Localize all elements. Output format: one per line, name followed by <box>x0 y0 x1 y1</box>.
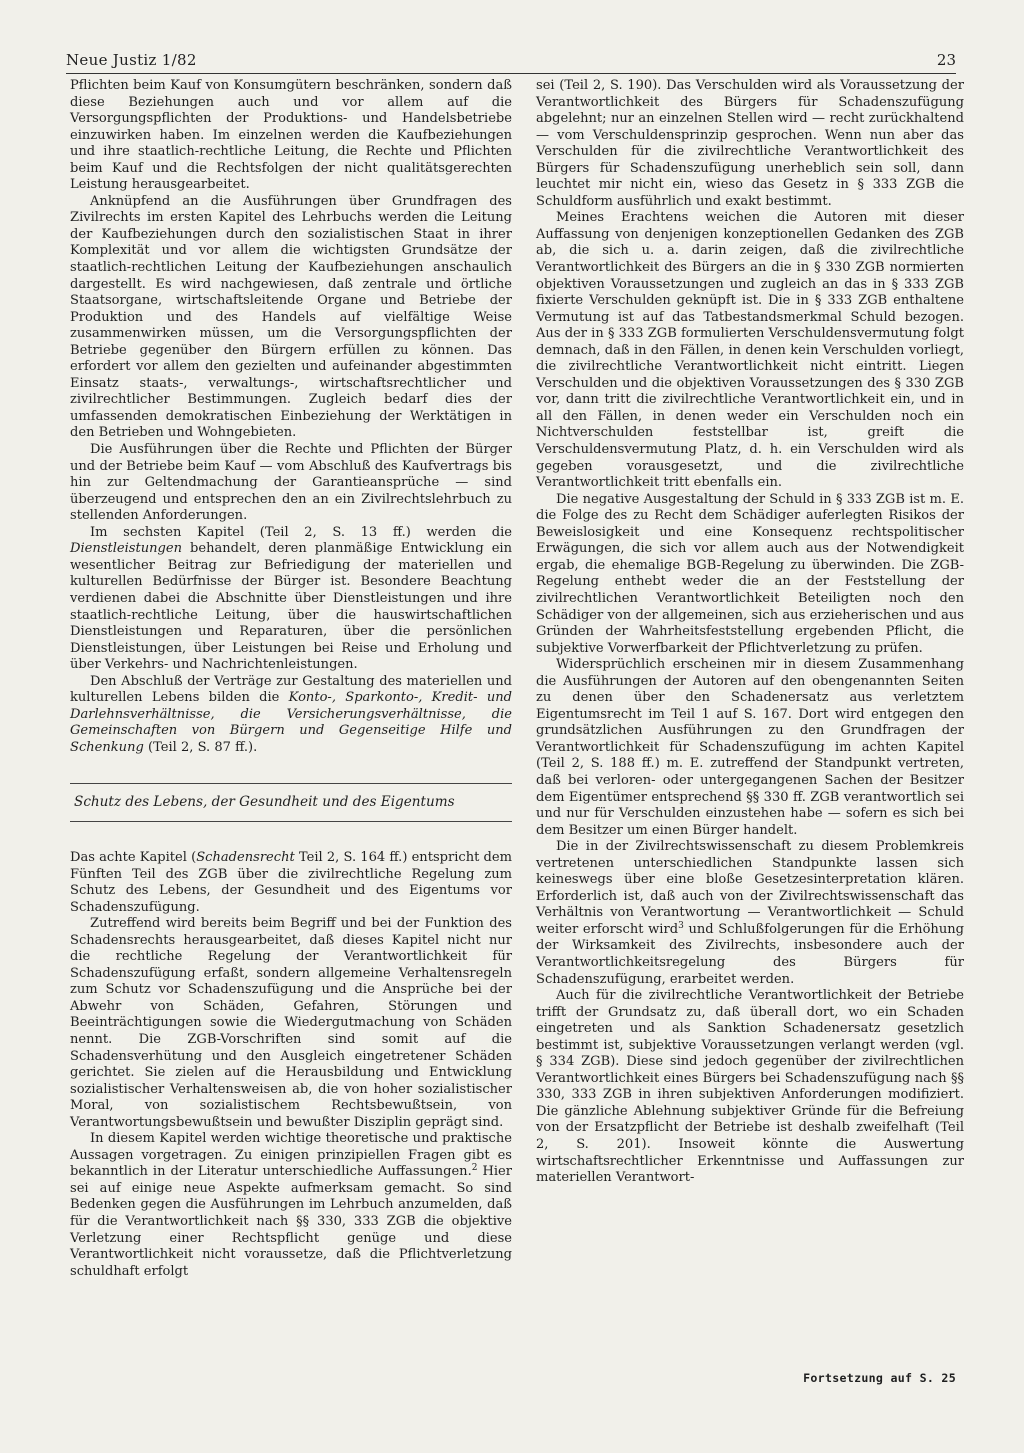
paragraph: Widersprüchlich erscheinen mir in diesem Zusammenhang die Ausführungen der Autoren auf den obengenannten Seiten zu denen über den Schadenersatz aus verletztem Eigentumsrecht im Teil 1 auf S. 167. Dort wird entgegen den grundsätzlichen Ausführungen zu den Grundfragen der Verantwortlichkeit für Schadenszufügung im achten Kapitel (Teil 2, S. 188 ff.) m. E. zutreffend der Standpunkt vertreten, daß bei verloren- oder untergegangenen Sachen der Besitzer dem Eigentümer entsprechend §§ 330 ff. ZGB verantwortlich sei und nur für Verschulden einzustehen habe — sofern es sich bei dem Besitzer um einen Bürger handelt. <box>536 657 964 838</box>
text-run: Hier sei auf einige neue Aspekte aufmerksam gemacht. So sind Bedenken gegen die Ausführungen im Lehrbuch anzumelden, daß für die Verantwortlichkeit nach §§ 330, 333 ZGB die objektive Verletzung einer Rechtspflicht genüge und diese Verantwortlichkeit nicht voraussetze, daß die Pflichtverletzung schuldhaft erfolgt <box>70 1164 513 1279</box>
paragraph: Die negative Ausgestaltung der Schuld in § 333 ZGB ist m. E. die Folge des zu Recht dem Schädiger auferlegten Risikos der Beweislosigkeit und eine Konsequenz rechtspolitischer Erwägungen, die sich vor allem auch aus der Notwendigkeit ergab, die ehemalige BGB-Regelung zu überwinden. Die ZGB-Regelung enthebt weder die an der Feststellung der zivilrechtlichen Verantwortlichkeit Beteiligten noch den Schädiger von der allgemeinen, sich aus erzieherischen und aus Gründen der Wahrheitsfeststellung ergebenden Pflicht, die subjektive Vorwerfbarkeit der Pflichtverletzung zu prüfen. <box>536 491 964 656</box>
right-column <box>536 78 964 1187</box>
paragraph: Zutreffend wird bereits beim Begriff und bei der Funktion des Schadensrechts herausgearbeitet, daß dieses Kapitel nicht nur die rechtliche Regelung der Verantwortlichkeit für Schadenszufügung erfaßt, sondern allgemeine Verhaltensregeln zum Schutz vor Schadenszufügung und die Ansprüche bei der Abwehr von Schäden, Gefahren, Störungen und Beeinträchtigungen sowie die Wiedergutmachung von Schäden nennt. Die ZGB-Vorschriften sind somit auf die Schadensverhütung und den Ausgleich eingetretener Schäden gerichtet. Sie zielen auf die Herausbildung und Entwicklung sozialistischer Verhaltensweisen ab, die von hoher sozialistischer Moral, von sozialistischem Rechtsbewußtsein, von Verantwortungsbewußtsein und bewußter Disziplin geprägt sind. <box>70 916 512 1130</box>
page-header <box>66 51 956 73</box>
paragraph <box>70 850 512 916</box>
footnote-ref: 3 <box>678 920 684 931</box>
text-run: behandelt, deren planmäßige Entwicklung ein wesentlicher Beitrag zur Befriedigung der materiellen und kulturellen Bedürfnisse der Bürger ist. Besondere Beachtung verdienen dabei die Abschnitte über Dienstleistungen und ihre staatlich-rechtliche Leitung, über die hauswirtschaftlichen Dienstleistungen und Reparaturen, über die persönlichen Dienstleistungen, über Leistungen bei Reise und Erholung und über Verkehrs- und Nachrichtenleistungen. <box>70 541 512 673</box>
text-run: (Teil 2, S. 87 ff.). <box>143 739 258 755</box>
text-run: Im sechsten Kapitel (Teil 2, S. 13 ff.) werden die <box>90 524 512 540</box>
italic-term: Dienstleistungen <box>70 541 182 557</box>
text-run: In diesem Kapitel werden wichtige theoretische und praktische Aussagen vorgetragen. Zu einigen prinzipiellen Fragen gibt es bekanntlich in der Literatur unterschiedliche Auffassungen. <box>70 1131 512 1180</box>
italic-term: Konto-, Sparkonto-, Kredit- und Darlehnsverhältnisse, die Versicherungsverhältnisse, die Gemeinschaften von Bürgern und Gegenseitige Hilfe und Schenkung <box>70 690 512 755</box>
section-heading: Schutz des Lebens, der Gesundheit und des Eigentums <box>70 783 512 822</box>
left-column <box>70 78 512 1280</box>
text-run: Teil 2, S. 164 ff.) entspricht dem Fünften Teil des ZGB über die zivilrechtliche Regelung zum Schutz des Lebens, der Gesundheit und des Eigentums vor Schadenszufügung. <box>70 849 512 915</box>
header-rule <box>66 73 956 74</box>
italic-term: Schadensrecht <box>196 849 295 865</box>
paragraph: Die Ausführungen über die Rechte und Pflichten der Bürger und der Betriebe beim Kauf — vom Abschluß des Kaufvertrags bis hin zur Geltendmachung der Garantieansprüche — sind überzeugend und entsprechen den an ein Zivilrechtslehrbuch zu stellenden Anforderungen. <box>70 442 512 524</box>
footnote-ref: 2 <box>471 1163 478 1174</box>
text-run: Den Abschluß der Verträge zur Gestaltung des materiellen und kulturellen Lebens bilden die <box>70 673 512 706</box>
paragraph <box>70 674 512 757</box>
continuation-note: Fortsetzung auf S. 25 <box>803 1371 956 1385</box>
paragraph: Auch für die zivilrechtliche Verantwortlichkeit der Betriebe trifft der Grundsatz zu, daß überall dort, wo ein Schaden eingetreten und als Sanktion Schadenersatz gesetzlich bestimmt ist, subjektive Voraussetzungen verlangt werden (vgl. § 334 ZGB). Diese sind jedoch gegenüber der zivilrechtlichen Verantwortlichkeit eines Bürgers bei Schadenszufügung nach §§ 330, 333 ZGB in ihren subjektiven Anforderungen modifiziert. Die gänzliche Ablehnung subjektiver Gründe für die Befreiung von der Ersatzpflicht der Betriebe ist deshalb zweifelhaft (Teil 2, S. 201). Insoweit könnte die Auswertung wirtschaftsrechtlicher Erkenntnisse und Auffassungen zur materiellen Verantwort- <box>536 988 964 1186</box>
paragraph: Anknüpfend an die Ausführungen über Grundfragen des Zivilrechts im ersten Kapitel des Lehrbuchs werden die Leitung der Kaufbeziehungen durch den sozialistischen Staat in ihrer Komplexität und vor allem die wichtigsten Grundsätze der staatlich-rechtlichen Leitung der Kaufbeziehungen anschaulich dargestellt. Es wird nachgewiesen, daß zentrale und örtliche Staatsorgane, wirtschaftsleitende Organe und Betriebe der Produktion und des Handels auf vielfältige Weise zusammenwirken müssen, um die Versorgungspflichten der Betriebe gegenüber den Bürgern erfüllen zu können. Das erfordert vor allem den gezielten und aufeinander abgestimmten Einsatz staats-, verwaltungs-, wirtschaftsrechtlicher und zivilrechtlicher Bestimmungen. Zugleich bedarf dies der umfassenden demokratischen Einbeziehung der Werktätigen in den Betrieben und Wohngebieten. <box>70 193 512 441</box>
page-number: 23 <box>936 51 956 69</box>
journal-title: Neue Justiz 1/82 <box>66 51 197 69</box>
paragraph: Meines Erachtens weichen die Autoren mit dieser Auffassung von denjenigen konzeptionellen Gedanken des ZGB ab, die sich u. a. darin zeigen, daß die zivilrechtliche Verantwortlichkeit des Bürgers an die in § 330 ZGB normierten objektiven Voraussetzungen und zugleich an das in § 333 ZGB fixierte Verschulden geknüpft ist. Die in § 333 ZGB enthaltene Vermutung ist auf das Tatbestandsmerkmal Schuld bezogen. Aus der in § 333 ZGB formulierten Verschuldensvermutung folgt demnach, daß in den Fällen, in denen kein Verschulden vorliegt, die zivilrechtliche Verantwortlichkeit nicht eintritt. Liegen Verschulden und die objektiven Voraussetzungen des § 330 ZGB vor, dann tritt die zivilrechtliche Verantwortlichkeit ein, und in all den Fällen, in denen weder ein Verschulden noch ein Nichtverschulden feststellbar ist, greift die Verschuldensvermutung Platz, d. h. ein Verschulden wird als gegeben vorausgesetzt, und die zivilrechtliche Verantwortlichkeit tritt ebenfalls ein. <box>536 210 964 491</box>
text-run: und Schlußfolgerungen für die Erhöhung der Wirksamkeit des Zivilrechts, insbesondere auch der Verantwortlichkeitsregelung des Bürgers für Schadenszufügung, erarbeitet werden. <box>536 921 964 987</box>
text-run: Das achte Kapitel ( <box>70 849 197 865</box>
paragraph <box>70 525 512 674</box>
paragraph: Pflichten beim Kauf von Konsumgütern beschränken, sondern daß diese Beziehungen auch und vor allem auf die Versorgungspflichten der Produktions- und Handelsbetriebe einzuwirken haben. Im einzelnen werden die Kaufbeziehungen und ihre staatlich-rechtliche Leitung, die Rechte und Pflichten beim Kauf und die Rechtsfolgen der nicht qualitätsgerechten Leistung herausgearbeitet. <box>70 78 512 193</box>
paragraph <box>536 839 964 988</box>
text-run: Die in der Zivilrechtswissenschaft zu diesem Problemkreis vertretenen unterschiedlichen Standpunkte lassen sich keineswegs über eine bloße Gesetzesinterpretation klären. Erforderlich ist, daß auch von der Zivilrechtswissenschaft das Verhältnis von Verantwortung — Verantwortlichkeit — Schuld weiter erforscht wird <box>536 839 964 937</box>
paragraph: sei (Teil 2, S. 190). Das Verschulden wird als Voraussetzung der Verantwortlichkeit des Bürgers für Schadenszufügung abgelehnt; nur an einzelnen Stellen wird — recht zurückhaltend — vom Verschuldensprinzip gesprochen. Wenn nun aber das Verschulden für die zivilrechtliche Verantwortlichkeit des Bürgers für Schadenszufügung unerheblich sein soll, dann leuchtet mir nicht ein, wieso das Gesetz in § 333 ZGB die Schuldform ausführlich und exakt bestimmt. <box>536 78 964 209</box>
paragraph <box>70 1131 512 1280</box>
